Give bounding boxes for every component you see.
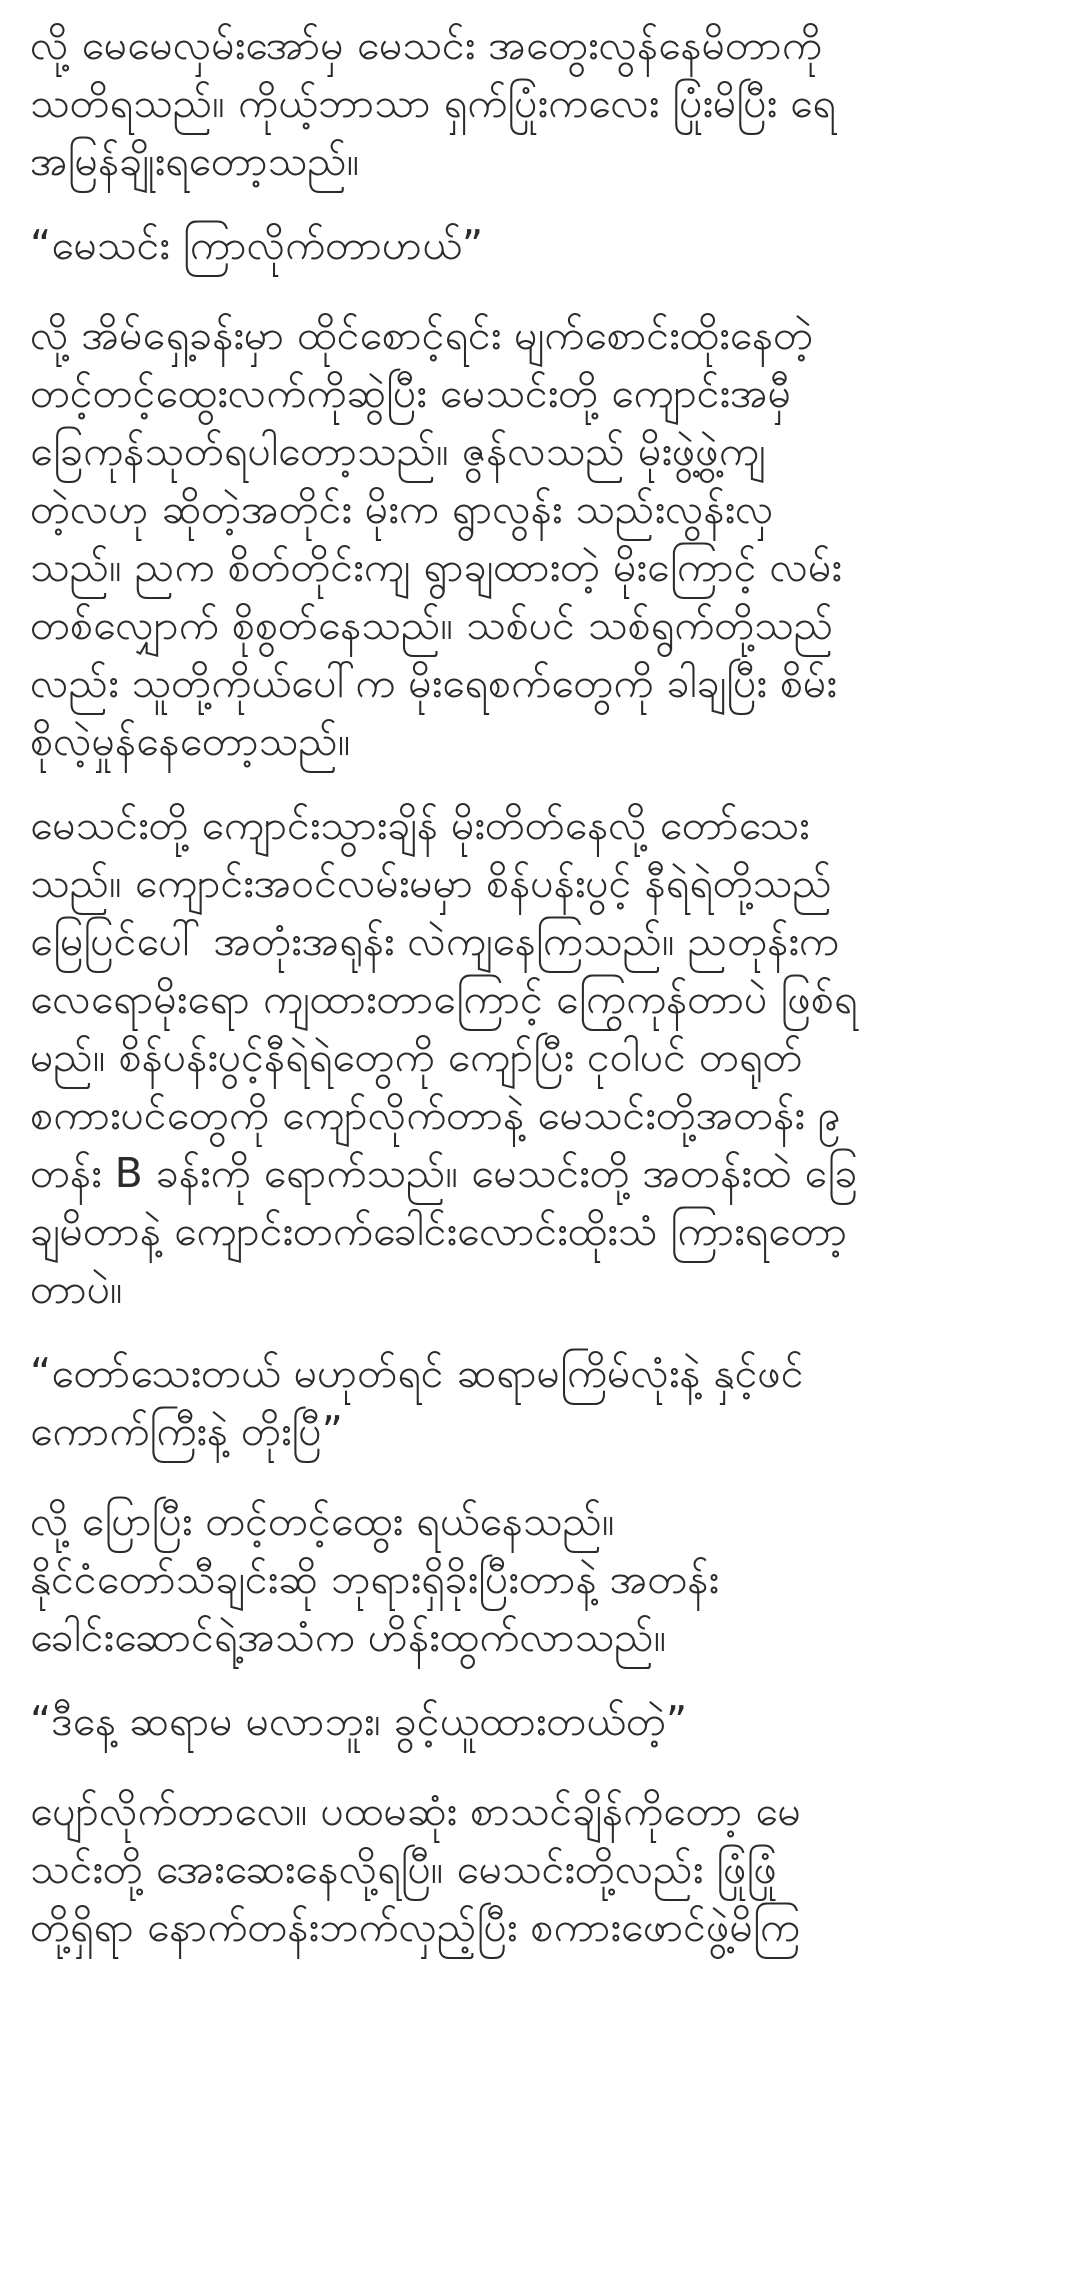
paragraph-dialog: “မေသင်း ကြာလိုက်တာဟယ်” — [30, 221, 484, 269]
paragraph-dialog: “တော်သေးတယ် မဟုတ်ရင် ဆရာမကြိမ်လုံးနဲ့ နှင့်ဖင် ကောက်ကြီးနဲ့ တိုးပြီ” — [30, 1349, 804, 1455]
paragraph-narration: လို့ မေမေလှမ်းအော်မှ မေသင်း အတွေးလွန်နေမိတာကို သတိရသည်။ ကိုယ့်ဘာသာ ရှက်ပြုံးကလေး ပြုံးမိပြီး ရေ အမြန်ချိုးရတော့သည်။ — [30, 21, 836, 185]
paragraph-dialog: “ဒီနေ့ ဆရာမ မလာဘူး၊ ခွင့်ယူထားတယ်တဲ့” — [30, 1697, 688, 1745]
paragraph-narration: လို့ အိမ်ရှေ့ခန်းမှာ ထိုင်စောင့်ရင်း မျက်စောင်းထိုးနေတဲ့ တင့်တင့်ထွေးလက်ကိုဆွဲပြီး မေသင်းတို့ ကျောင်းအမှီ ခြေကုန်သုတ်ရပါတော့သည်။ ဇွန်လသည် မိုးဖွဲ့ဖွဲ့ကျ တဲ့လဟု ဆိုတဲ့အတိုင်း မိုးက ရွာလွန်း သည်းလွန်းလှ သည်။ ညက စိတ်တိုင်းကျ ရွာချထားတဲ့ မိုးကြောင့် လမ်း တစ်လျှောက် စိုစွတ်နေသည်။ သစ်ပင် သစ်ရွက်တို့သည် လည်း သူတို့ကိုယ်ပေါ်က မိုးရေစက်တွေကို ခါချပြီး စိမ်း စိုလဲ့မှုန်နေတော့သည်။ — [30, 311, 842, 765]
paragraph-narration: မေသင်းတို့ ကျောင်းသွားချိန် မိုးတိတ်နေလို့ တော်သေး သည်။ ကျောင်းအဝင်လမ်းမမှာ စိန်ပန်းပွင့် နီရဲရဲတို့သည် မြေပြင်ပေါ် အတုံးအရုန်း လဲကျနေကြသည်။ ညတုန်းက လေရောမိုးရော ကျထားတာကြောင့် ကြွေကုန်တာပဲ ဖြစ်ရ မည်။ စိန်ပန်းပွင့်နီရဲရဲတွေကို ကျော်ပြီး ငုဝါပင် တရုတ် စကားပင်တွေကို ကျော်လိုက်တာနဲ့ မေသင်းတို့အတန်း ၉ တန်း B ခန်းကို ရောက်သည်။ မေသင်းတို့ အတန်းထဲ ခြေ ချမိတာနဲ့ ကျောင်းတက်ခေါင်းလောင်းထိုးသံ ကြားရတော့ တာပဲ။ — [30, 801, 858, 1313]
paragraph-narration: လို့ ပြောပြီး တင့်တင့်ထွေး ရယ်နေသည်။ နိုင်ငံတော်သီချင်းဆို ဘုရားရှိခိုးပြီးတာနဲ့ အတန်း ခေါင်းဆောင်ရဲ့အသံက ဟိန်းထွက်လာသည်။ — [30, 1497, 719, 1661]
paragraph-narration: ပျော်လိုက်တာလေ။ ပထမဆုံး စာသင်ချိန်ကိုတော့ မေ သင်းတို့ အေးဆေးနေလို့ရပြီ။ မေသင်းတို့လည်း ဖြုံဖြုံ တို့ရှိရာ နောက်တန်းဘက်လှည့်ပြီး စကားဖောင်ဖွဲ့မိကြ — [30, 1787, 801, 1951]
